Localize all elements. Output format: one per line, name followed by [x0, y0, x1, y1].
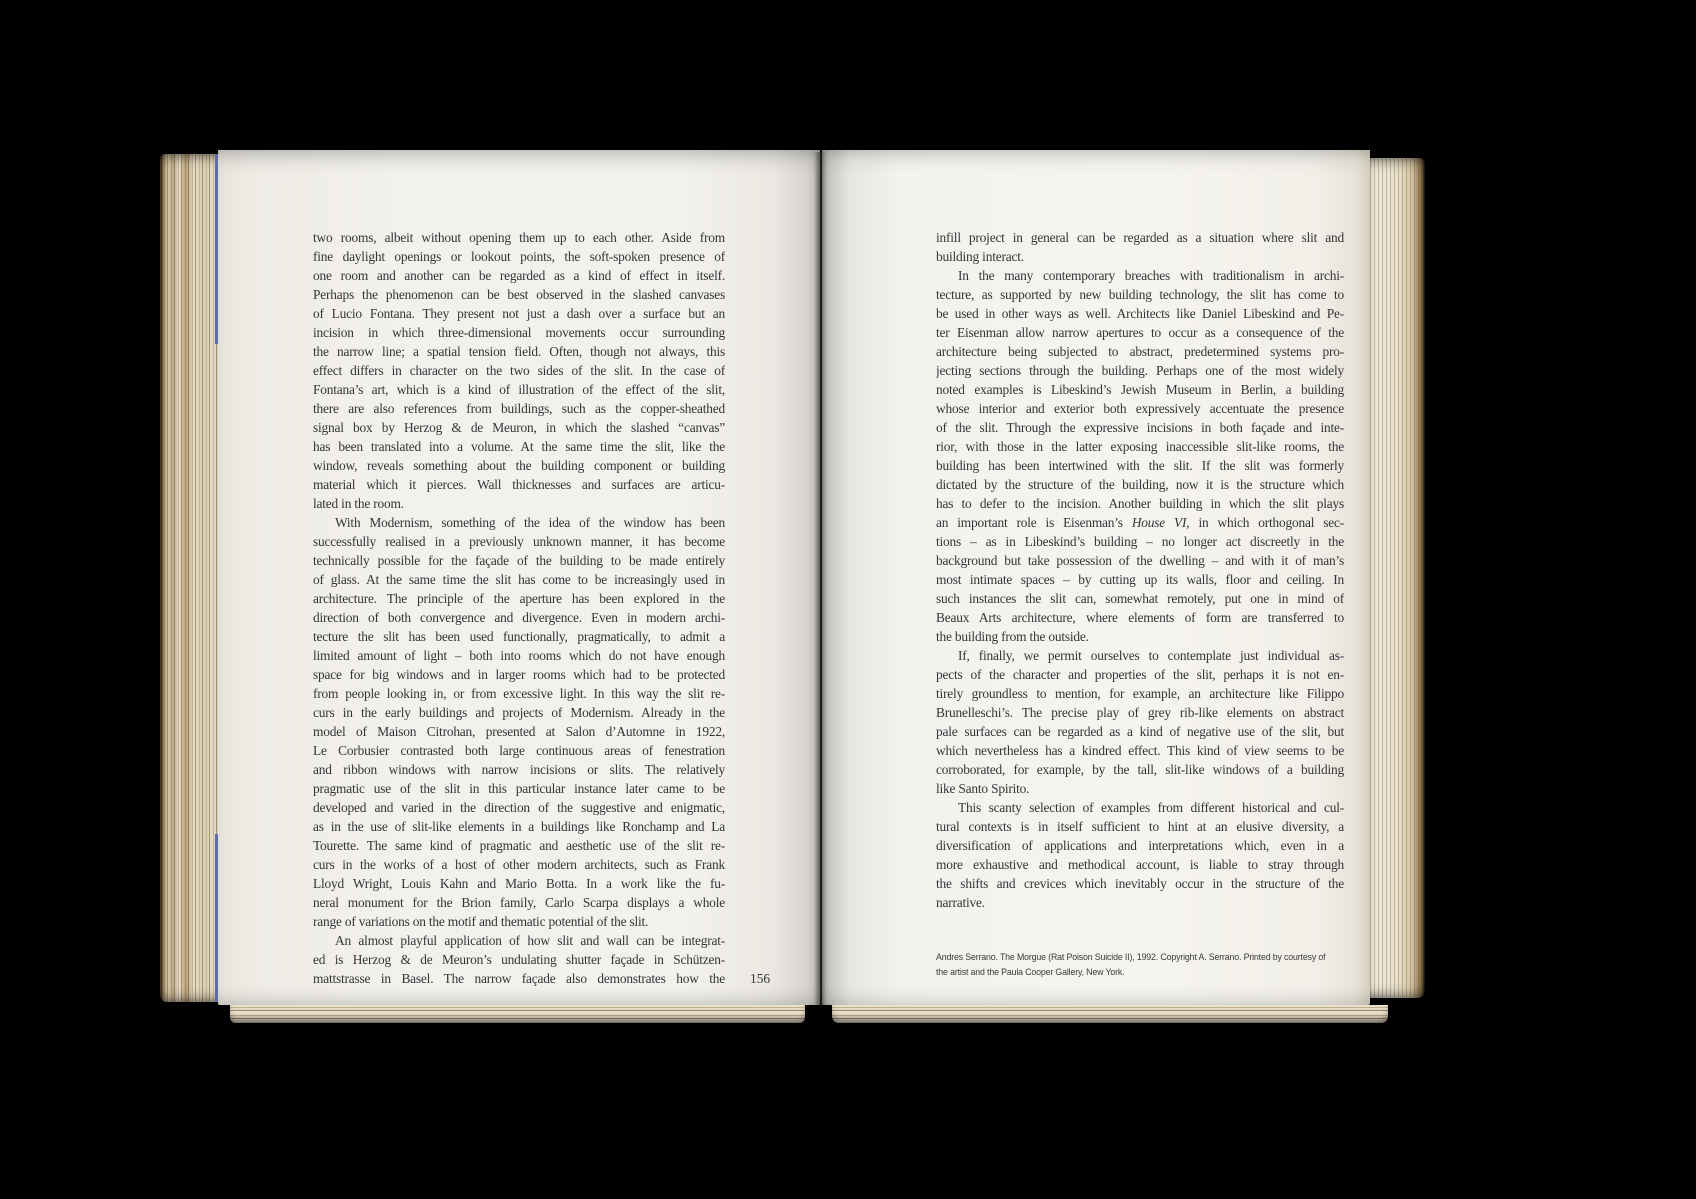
right-page-edge-stack: [1370, 158, 1425, 998]
bottom-page-edges-right: [832, 1005, 1388, 1023]
left-page-text: two rooms, albeit without opening them up to each other. Aside from fine daylight openings or lookout points, the soft-spoken presence of one room and another can be regarded as a kind of effect in itself. Perhaps the phenomenon can be best observed in the slashed canvases of Lucio Fontana. They present not just a dash over a surface but an incision in which three-dimensional movements occur surrounding the narrow line; a spatial tension field. Often, though not always, this effect differs in character on the two sides of the slit. In the case of Fontana’s art, which is a kind of illustration of the effect of the slit, there are also references from buildings, such as the copper-sheathed signal box by Herzog & de Meuron, in which the slashed “canvas” has been translated into a volume. At the same time the slit, like the window, reveals something about the building component or building material which it pierces. Wall thicknesses and surfaces are articu- lated in the room. With Modernism, something of the idea of the window has been successfully realised in a previously unknown manner, it has become technically possible for the façade of the building to be made entirely of glass. At the same time the slit has come to be increasingly used in architecture. The principle of the aperture has been explored in the direction of both convergence and divergence. Even in modern archi- tecture the slit has been used functionally, pragmatically, to admit a limited amount of light – both into rooms which do not have enough space for big windows and in larger rooms which had to be protected from people looking in, or from excessive light. In this way the slit re- curs in the early buildings and projects of Modernism. Already in the model of Maison Citrohan, presented at Salon d’Automne in 1922, Le Corbusier contrasted both large continuous areas of fenestration and ribbon windows with narrow incisions or slits. The relatively pragmatic use of the slit in this particular instance later came to be developed and varied in the direction of the suggestive and enigmatic, as in the use of slit-like elements in a buildings like Ronchamp and La Tourette. The same kind of pragmatic and aesthetic use of the slit re- curs in the works of a host of other modern architects, such as Frank Lloyd Wright, Louis Kahn and Mario Botta. In a work like the fu- neral monument for the Brion family, Carlo Scarpa displays a whole range of variations on the motif and thematic potential of the slit. An almost playful application of how slit and wall can be integrat- ed is Herzog & de Meuron’s undulating shutter façade in Schützen- mattstrasse in Basel. The narrow façade also demonstrates how the: [313, 230, 725, 986]
open-book: [160, 150, 1425, 1025]
left-page-edge-stack: [160, 154, 218, 1002]
book-gutter: [814, 152, 826, 1005]
page-number: 156: [750, 971, 771, 986]
bottom-page-edges-left: [230, 1005, 805, 1023]
image-caption: Andres Serrano. The Morgue (Rat Poison Suicide II), 1992. Copyright A. Serrano. Printed by courtesy of the artist and the Paula Cooper Gallery, New York.: [936, 952, 1326, 977]
right-page: [822, 150, 1370, 1005]
left-page: [218, 150, 820, 1005]
right-page-text: infill project in general can be regarded as a situation where slit and building interact. In the many contemporary breaches with traditionalism in archi- tecture, as supported by new building technology, the slit has come to be used in other ways as well. Architects like Daniel Libeskind and Pe- ter Eisenman allow narrow apertures to occur as a consequence of the architecture being subjected to abstract, predetermined systems pro- jecting sections through the building. Perhaps one of the most widely noted examples is Libeskind’s Jewish Museum in Berlin, a building whose interior and exterior both expressively accentuate the presence of the slit. Through the expressive incisions in both façade and inte- rior, with those in the latter exposing inaccessible slit-like rooms, the building has been intertwined with the slit. If the slit was formerly dictated by the structure of the building, now it is the structure which has to defer to the incision. Another building in which the slit plays an important role is Eisenman’s House VI, in which orthogonal sec- tions – as in Libeskind’s building – no longer act discreetly in the background but take possession of the dwelling – and with it of man’s most intimate spaces – by cutting up its walls, floor and ceiling. In such instances the slit can, somewhat remotely, put one in mind of Beaux Arts architecture, where elements of form are transferred to the building from the outside. If, finally, we permit ourselves to contemplate just individual as- pects of the character and properties of the slit, perhaps it is not en- tirely groundless to mention, for example, an architecture like Filippo Brunelleschi’s. The precise play of grey rib-like elements on abstract pale surfaces can be regarded as a kind of negative use of the slit, but which nevertheless has a kindred effect. This kind of view seems to be corroborated, for example, by the tall, slit-like windows of a building like Santo Spirito. This scanty selection of examples from different historical and cul- tural contexts is in itself sufficient to hint at an elusive diversity, a diversification of applications and interpretations which, even in a more exhaustive and methodical account, is liable to stray through the shifts and crevices which inevitably occur in the structure of the narrative.: [936, 230, 1344, 910]
